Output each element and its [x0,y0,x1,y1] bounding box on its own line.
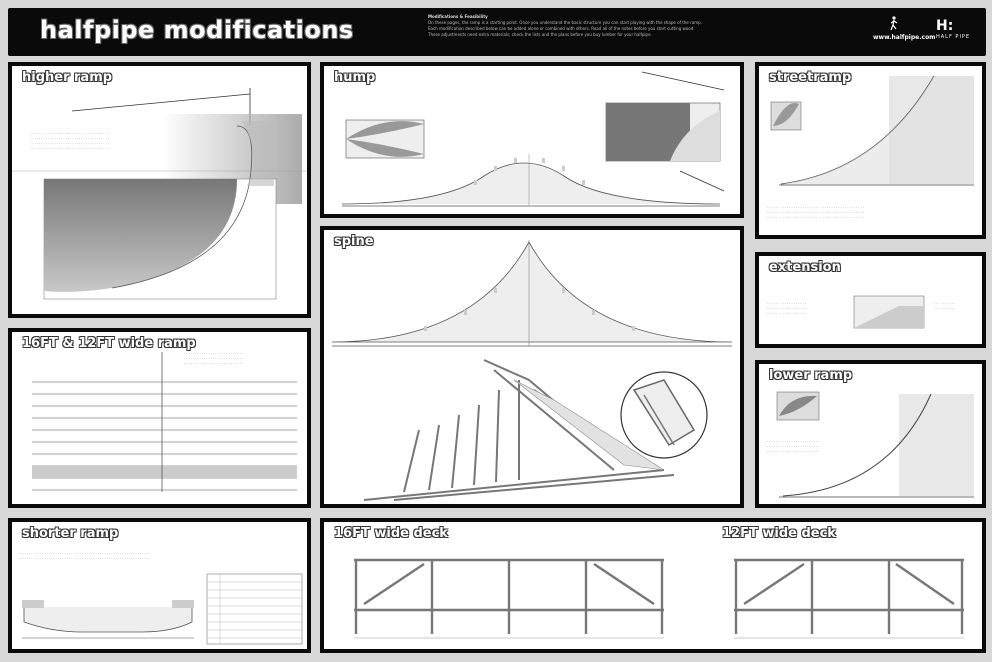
svg-text:. . . . . . . . . . . . . . .: . . . . . . . . . . . . . . . . . . . . . . . . . . . [184,361,243,365]
svg-text:. . . . . . . . . . . . . . .: . . . . . . . . . . . . . . . . . . . . . . . . . . . [184,351,243,355]
panel-hump [320,62,744,218]
panel-title: shorter ramp [22,526,119,541]
svg-text:. . . . . . . . . . . . . . .: . . . . . . . . . . . . . . . . . . . . . . . . . . . [184,356,243,360]
wide-ramp-diagram [12,332,307,504]
svg-text:. . . . . . . . . . . . . . .: . . . . . . . . . . . . . . . . . . . . . . . . . . . . . . . . . . . . . . . . . . . . [767,215,864,219]
panel-shorter-ramp [8,518,311,653]
extension-diagram [759,256,982,344]
intro-line: On these pages, the ramp is a starting point. Once you understand the basic structure you can start playing with the shape of the ramp. [428,20,702,25]
streetramp-diagram [759,66,982,235]
svg-text:. . . . . . . . . . . . . . .: . . . . . . . . . . . . . . . . . . . . . . . . . . . . . . . . . . . . [30,131,109,135]
svg-text:. . . . . . . . . . . . . . .: . . . . . . . . . . . . . . . . . . . . . . . . . . . . . . . . . . . . . . . . . . . . [767,205,864,209]
svg-text:. . . . . . . . . . . . . . .: . . . . . . . . . . . . . . . . . . [767,311,806,315]
panel-wide-ramp [8,328,311,508]
lower-ramp-diagram [759,364,982,504]
svg-text:. . . . . . . . . .: . . . . . . . . . . [934,301,956,305]
svg-text:. . . . . . . . . . . . . . .: . . . . . . . . . . . . . . . . . . [767,306,806,310]
brand-logo-left [873,22,936,41]
svg-text:. . . . . . . . . . . . . . .: . . . . . . . . . . . . . . . . . . . . . . . . . . . . . . . . . . . . . . . . . . . . . . . . . . . . . . . . . . [20,556,148,560]
logo-left-text: www.halfpipe.com [873,34,936,41]
logo-right-text: HALF PIPE [936,34,971,40]
panel-title: 16FT & 12FT wide ramp [22,336,196,351]
svg-text:. . . . . . . . . . . . . . .: . . . . . . . . . . . . . . . . . . . . . . . . [767,449,820,453]
panel-title: hump [334,70,376,85]
svg-text:. . . . . . . . . . . . . . .: . . . . . . . . . . . . . . . . . . . . . . . . . . . . . . . . . . . . . . . . . . . . [767,210,864,214]
panel-higher-ramp [8,62,311,318]
panel-title-16ft: 16FT wide deck [334,526,448,541]
higher-ramp-diagram [12,66,307,314]
intro-line: Each modification described below can be added alone or combined with others. Read all of the notes before you start cutting wood. [428,26,695,31]
intro-text [428,14,788,38]
hump-diagram [324,66,740,214]
intro-line: These adjustments need extra materials; check the lists and the plans before you buy lumber for your halfpipe. [428,32,652,37]
svg-text:. . . . . . . . . . . . . . .: . . . . . . . . . . . . . . . . . . . . . . . . . . . . . . . . . . . . . . . . . . . . . . . . . . . . . . . . . . [20,551,148,555]
svg-text:. . . . . . . . . . . . . . .: . . . . . . . . . . . . . . . . . . . . . . . . [767,444,820,448]
skater-icon [889,16,899,32]
panel-spine [320,226,744,508]
panel-title: streetramp [769,70,852,85]
deck-16ft-frame [354,560,664,634]
panel-wide-deck [320,518,986,653]
panel-extension [755,252,986,348]
panel-title: extension [769,260,841,275]
deck-12ft-frame [734,560,964,634]
svg-text:. . . . . . . . . . . . . . .: . . . . . . . . . . . . . . . . . . . . . . . . . . . . . . . . . . . . [30,136,109,140]
brand-logo-right [936,18,970,40]
panel-title: lower ramp [769,368,853,383]
svg-text:. . . . . . . . . . . . . . .: . . . . . . . . . . . . . . . . . . . . . . . . [767,439,820,443]
wide-deck-diagram [324,522,982,649]
svg-text:. . . . . . . . . . . . . . .: . . . . . . . . . . . . . . . . . . . . . . . . . . . . . . . . . . . . [30,141,109,145]
header-bar [8,8,986,56]
panel-title: higher ramp [22,70,113,85]
panel-streetramp [755,62,986,239]
panel-title: spine [334,234,374,249]
spine-diagram [324,230,740,504]
svg-text:. . . . . . . . . . . . . . .: . . . . . . . . . . . . . . . . . . [767,301,806,305]
panel-title-12ft: 12FT wide deck [722,526,836,541]
shorter-ramp-diagram [12,522,307,649]
intro-caption: Modifications & Feasibility [428,14,488,19]
logo-right-mark: H: [936,18,954,34]
svg-text:. . . . . . . . . .: . . . . . . . . . . [934,306,956,310]
panel-lower-ramp [755,360,986,508]
page-title: halfpipe modifications [40,16,354,44]
svg-text:. . . . . . . . . . . . . . .: . . . . . . . . . . . . . . . . . . . . . . . . . . . . . . . . . . . . [30,146,109,150]
